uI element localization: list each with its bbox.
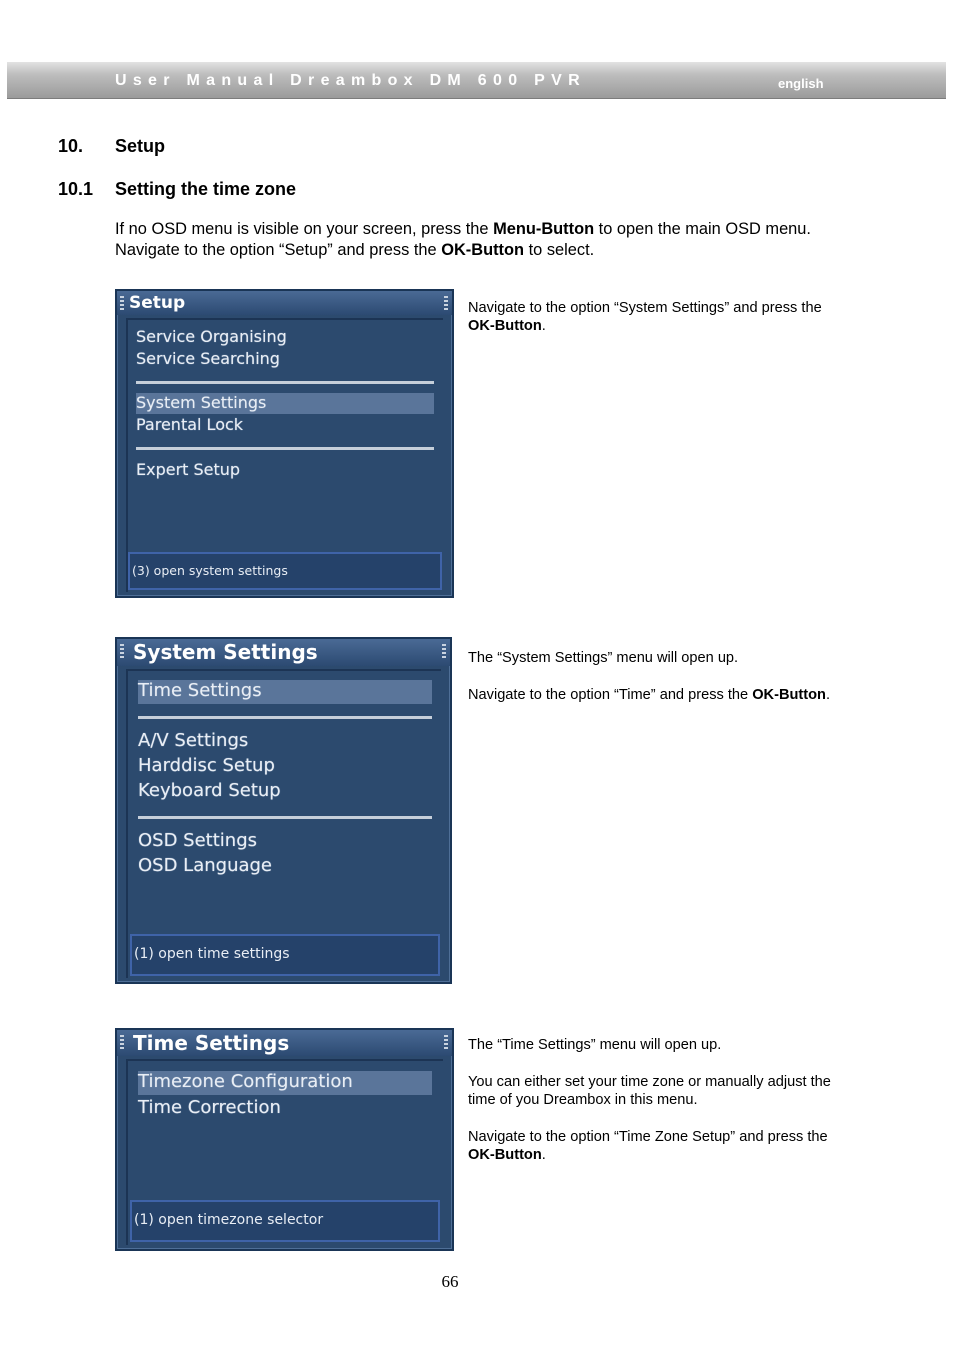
manual-title: User Manual Dreambox DM 600 PVR — [115, 72, 586, 89]
menu-item-harddisc-setup[interactable]: Harddisc Setup — [138, 755, 275, 776]
osd-menu-panel — [126, 1059, 443, 1245]
grip-dots-icon — [444, 296, 448, 310]
page-number: 66 — [441, 1272, 459, 1291]
grip-dots-icon — [120, 1035, 124, 1049]
menu-divider — [138, 816, 432, 819]
subsection-number: 10.1 — [58, 179, 94, 199]
osd-title-bar — [117, 1030, 452, 1056]
menu-item-parental-lock[interactable]: Parental Lock — [136, 415, 244, 434]
menu-item-time-correction[interactable]: Time Correction — [138, 1097, 281, 1118]
osd-status-bar: (1) open timezone selector — [130, 1200, 440, 1242]
setup-description: Navigate to the option “System Settings” and press the OK-Button. — [468, 300, 822, 334]
grip-dots-icon — [120, 644, 124, 658]
menu-divider — [136, 447, 434, 450]
subsection-title: Setting the time zone — [115, 179, 297, 199]
menu-item-system-settings[interactable]: System Settings — [136, 393, 434, 414]
system-settings-screenshot — [115, 637, 452, 984]
osd-menu-panel — [126, 318, 443, 592]
grip-dots-icon — [444, 1035, 448, 1049]
time-settings-description: The “Time Settings” menu will open up. You can either set your time zone or manually adjust the time of you Dreambox in this menu. Navigate to the option “Time Zone Setup” and press the OK-Button. — [468, 1037, 831, 1163]
menu-button-term: Menu-Button — [493, 220, 595, 238]
menu-divider — [136, 381, 434, 384]
menu-divider — [138, 716, 432, 719]
grip-dots-icon — [442, 644, 446, 658]
osd-title: System Settings — [133, 640, 318, 664]
time-settings-screenshot — [115, 1028, 454, 1251]
osd-title: Setup — [129, 293, 186, 313]
system-settings-description: The “System Settings” menu will open up. Navigate to the option “Time” and press the OK-Button. — [468, 650, 831, 703]
osd-status-bar: (1) open time settings — [130, 934, 440, 976]
osd-title: Time Settings — [133, 1031, 290, 1055]
setup-menu-screenshot — [115, 289, 454, 598]
osd-title-bar — [117, 291, 452, 315]
menu-item-service-searching[interactable]: Service Searching — [136, 349, 280, 368]
ok-button-term: OK-Button — [441, 241, 525, 259]
intro-paragraph: If no OSD menu is visible on your screen, press the Menu-Button to open the main OSD menu. Navigate to the option “Setup” and press the OK-Button to select. — [115, 220, 811, 259]
menu-item-osd-settings[interactable]: OSD Settings — [138, 830, 258, 851]
menu-item-osd-language[interactable]: OSD Language — [138, 855, 273, 876]
menu-item-keyboard-setup[interactable]: Keyboard Setup — [138, 780, 281, 801]
section-number: 10. — [58, 136, 84, 156]
menu-item-service-organising[interactable]: Service Organising — [136, 327, 287, 346]
menu-item-expert-setup[interactable]: Expert Setup — [136, 460, 241, 479]
osd-status-bar: (3) open system settings — [128, 552, 442, 590]
section-title: Setup — [115, 136, 166, 156]
menu-item-timezone-configuration[interactable]: Timezone Configuration — [138, 1071, 432, 1095]
language-label: english — [778, 76, 824, 91]
menu-item-time-settings[interactable]: Time Settings — [138, 680, 432, 704]
osd-title-bar — [117, 639, 450, 666]
page-header — [7, 62, 946, 99]
osd-menu-panel — [126, 669, 441, 978]
grip-dots-icon — [120, 296, 124, 310]
menu-item-av-settings[interactable]: A/V Settings — [138, 730, 249, 751]
